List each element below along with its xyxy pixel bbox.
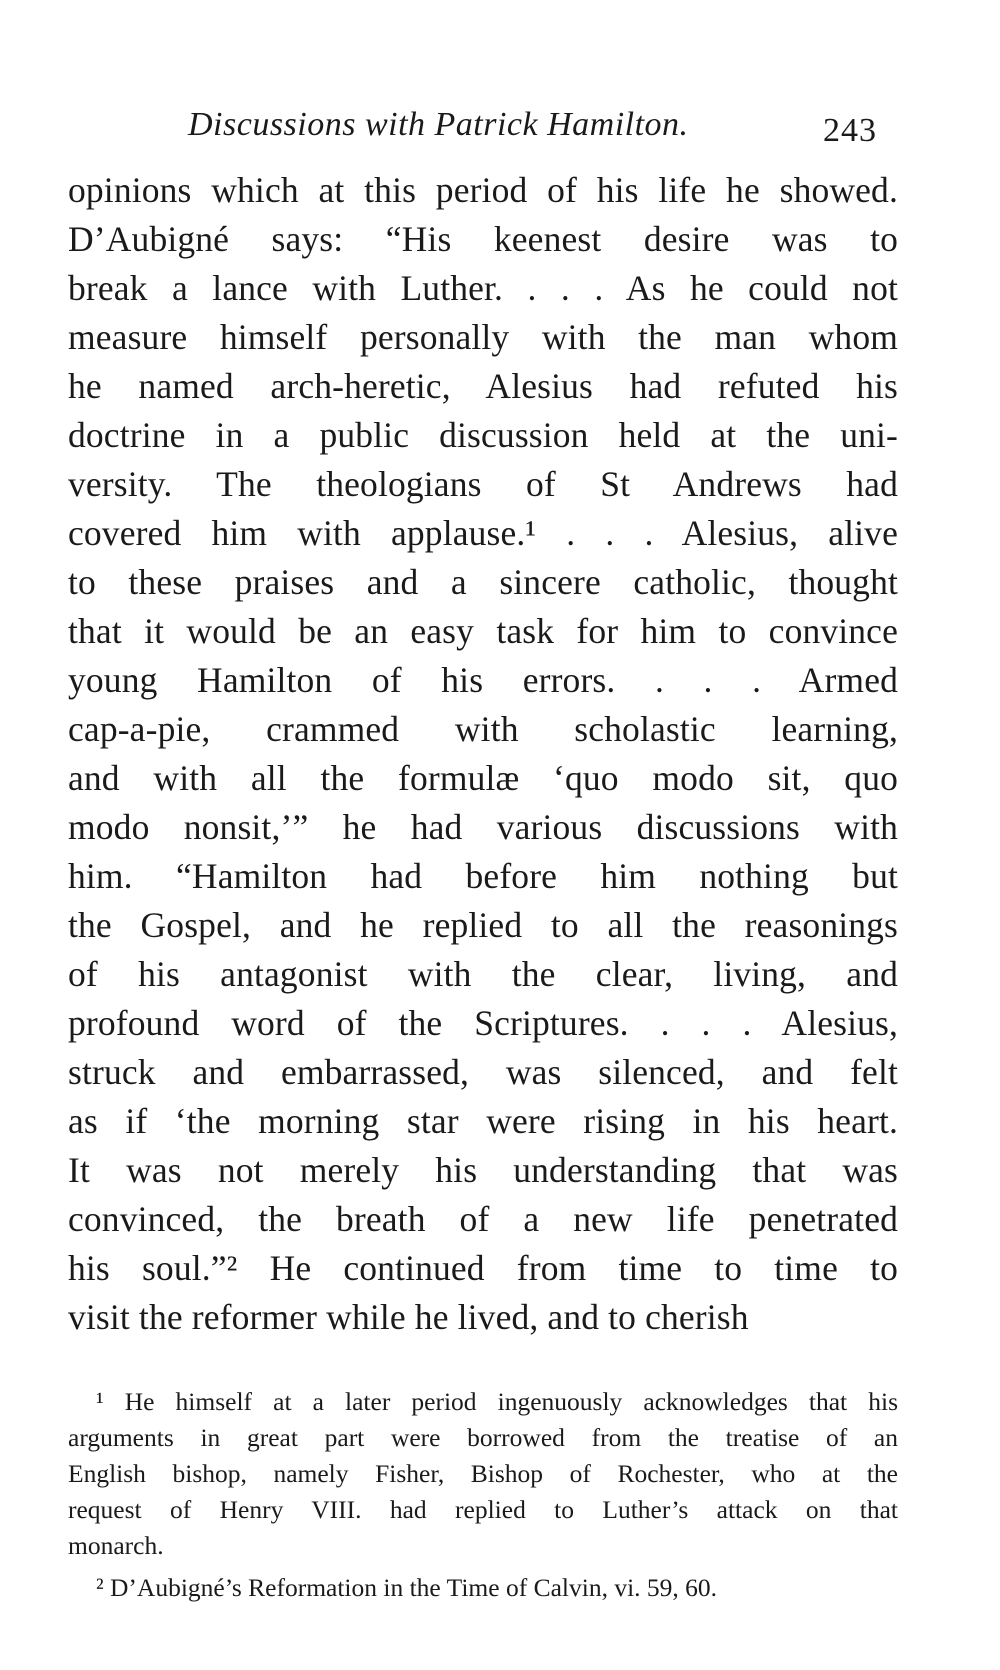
text-line: to these praises and a sincere catholic, thought [68,562,898,602]
footnote-1-line: ¹ He himself at a later period ingenuously acknowledges that his [96,1387,898,1416]
text-line: him. “Hamilton had before him nothing but [68,856,898,896]
page-number: 243 [823,112,877,149]
text-line: he named arch-heretic, Alesius had refuted his [68,366,898,406]
body-text [68,166,898,1342]
text-line: doctrine in a public discussion held at the uni- [68,415,898,455]
text-line: measure himself personally with the man whom [68,317,898,357]
text-line: modo nonsit,’” he had various discussions with [68,807,898,847]
text-line: convinced, the breath of a new life penetrated [68,1199,898,1239]
footnote-1-line: English bishop, namely Fisher, Bishop of Rochester, who at the [68,1459,898,1488]
footnotes [68,1384,898,1606]
text-line: cap-a-pie, crammed with scholastic learning, [68,709,898,749]
text-line: that it would be an easy task for him to convince [68,611,898,651]
text-line: the Gospel, and he replied to all the reasonings [68,905,898,945]
text-line: profound word of the Scriptures. . . . Alesius, [68,1003,898,1043]
text-line: of his antagonist with the clear, living, and [68,954,898,994]
footnote-1-line: monarch. [68,1531,164,1560]
text-line: as if ‘the morning star were rising in his heart. [68,1101,898,1141]
footnote-1-line: arguments in great part were borrowed from the treatise of an [68,1423,898,1452]
text-line: young Hamilton of his errors. . . . Armed [68,660,898,700]
text-line: versity. The theologians of St Andrews had [68,464,898,504]
text-line: and with all the formulæ ‘quo modo sit, quo [68,758,898,798]
text-line: covered him with applause.¹ . . . Alesius, alive [68,513,898,553]
text-line: his soul.”² He continued from time to time to [68,1248,898,1288]
text-line: D’Aubigné says: “His keenest desire was to [68,219,898,259]
running-title: Discussions with Patrick Hamilton. [188,106,689,143]
text-line: visit the reformer while he lived, and to cherish [68,1297,749,1337]
footnote-2: ² D’Aubigné’s Reformation in the Time of Calvin, vi. 59, 60. [96,1573,718,1602]
running-head [188,100,898,150]
text-line: struck and embarrassed, was silenced, and felt [68,1052,898,1092]
text-line: opinions which at this period of his life he showed. [68,170,898,210]
text-line: It was not merely his understanding that was [68,1150,898,1190]
footnote-1-line: request of Henry VIII. had replied to Luther’s attack on that [68,1495,898,1524]
text-line: break a lance with Luther. . . . As he could not [68,268,898,308]
